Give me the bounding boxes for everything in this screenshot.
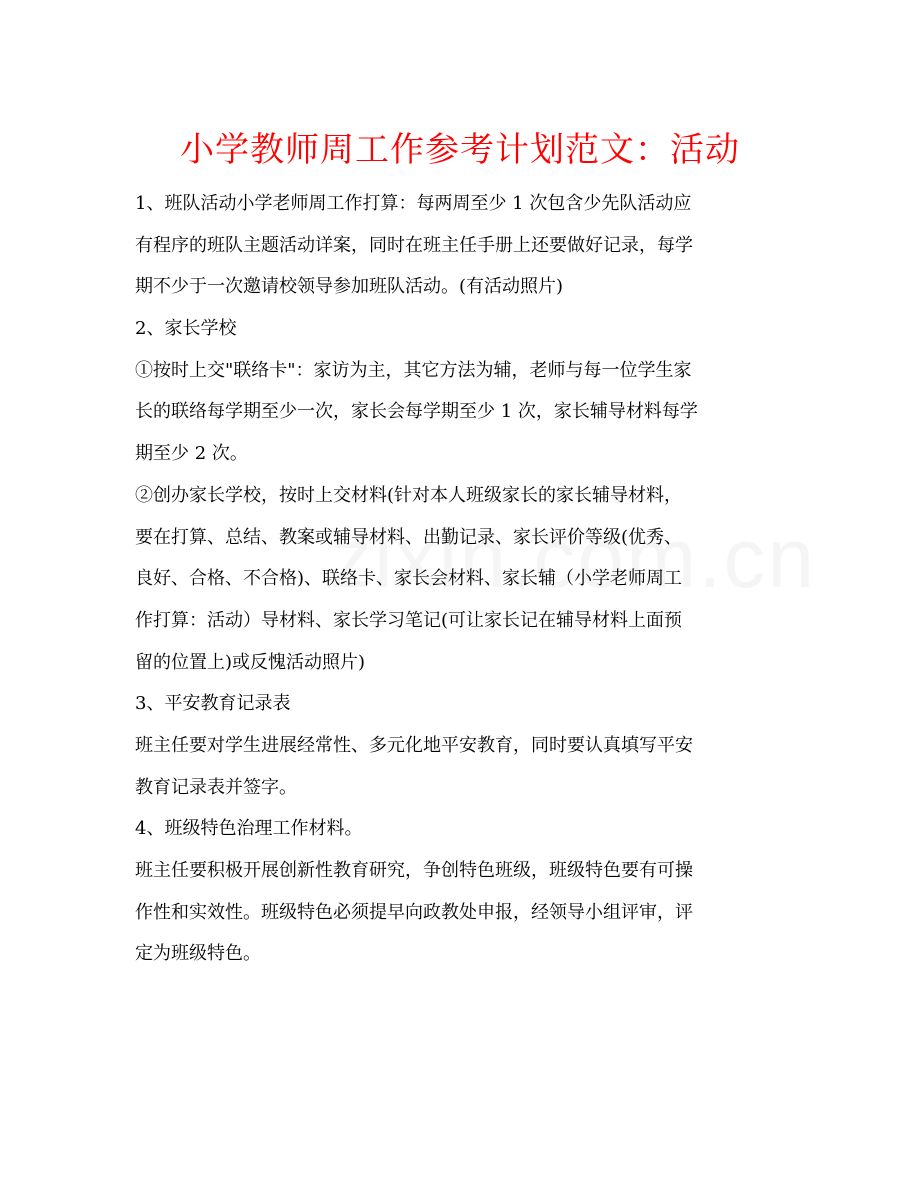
text-line: ①按时上交"联络卡"：家访为主，其它方法为辅，老师与每一位学生家 — [135, 359, 692, 381]
text-line: 教育记录表并签字。 — [135, 776, 297, 798]
text-line: 长的联络每学期至少一次，家长会每学期至少 1 次，家长辅导材料每学 — [135, 401, 698, 423]
text-line: 班主任要积极开展创新性教育研究，争创特色班级，班级特色要有可操 — [135, 860, 693, 881]
text-line: 1、班队活动小学老师周工作打算：每两周至少 1 次包含少先队活动应 — [135, 193, 692, 214]
page-title: 小学教师周工作参考计划范文：活动 — [180, 130, 740, 170]
text-line: 4、班级特色治理工作材料。 — [135, 818, 363, 840]
text-line: 留的位置上)或反愧活动照片) — [135, 651, 366, 673]
text-line: 良好、合格、不合格)、联络卡、家长会材料、家长辅（小学老师周工 — [135, 568, 683, 590]
paragraph-class-activities — [135, 183, 785, 308]
section-heading-class-features — [135, 808, 785, 850]
paragraph-contact-card — [135, 350, 785, 475]
section-heading-safety-record — [135, 683, 785, 725]
section-heading-parent-school — [135, 308, 785, 350]
text-line: 作打算：活动）导材料、家长学习笔记(可让家长记在辅导材料上面预 — [135, 609, 683, 631]
text-line: 定为班级特色。 — [135, 943, 261, 965]
text-line: 作性和实效性。班级特色必须提早向政教处申报，经领导小组评审，评 — [135, 901, 693, 923]
text-line: 有程序的班队主题活动详案，同时在班主任手册上还要做好记录，每学 — [135, 234, 693, 256]
text-line: 要在打算、总结、教案或辅导材料、出勤记录、家长评价等级(优秀、 — [135, 526, 683, 548]
text-line: 3、平安教育记录表 — [135, 693, 291, 715]
text-line: 2、家长学校 — [135, 318, 237, 340]
text-line: 班主任要对学生进展经常性、多元化地平安教育，同时要认真填写平安 — [135, 734, 693, 756]
paragraph-safety-education — [135, 725, 785, 808]
paragraph-class-features — [135, 850, 785, 975]
text-line: 期至少 2 次。 — [135, 443, 248, 465]
document-body — [135, 183, 785, 975]
paragraph-parent-school-materials — [135, 475, 785, 683]
text-line: 期不少于一次邀请校领导参加班队活动。(有活动照片) — [135, 276, 564, 298]
text-line: ②创办家长学校，按时上交材料(针对本人班级家长的家长辅导材料， — [135, 484, 683, 506]
